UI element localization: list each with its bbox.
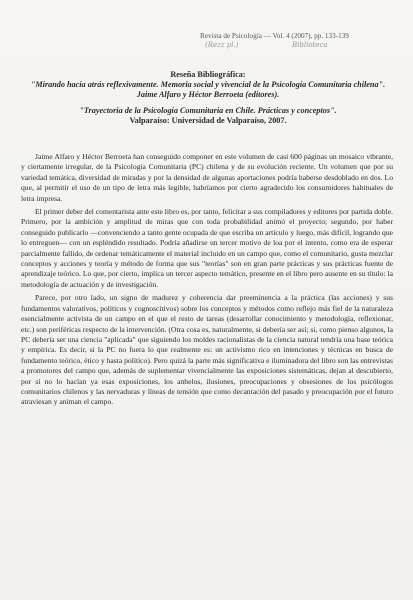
book-subtitle: "Trayectoria de la Psicología Comunitaria en Chile. Prácticas y conceptos".: [79, 105, 337, 115]
journal-header: Revista de Psicología — Vol. 4 (2007), pp. 133-139: [200, 32, 349, 40]
body-paragraph-3: Parece, por otro lado, un signo de madurez y coherencia dar preeminencia a la práctica (las acciones) y sus fundamentos valorativos, políticos y cognoscitivos) sobre los conceptos y métodos como reflejo más fiel de la naturaleza esencialmente activista de un campo en el que el resto de tareas (desarrollar conocimiento y metodología, reflexionar, etc.) son periféricas respecto de la intervención. (Otra cosa es, naturalmente, si debería ser así; si, como pienso algunos, la PC debería ser una ciencia "aplicada" que siguiendo los moldes racionalistas de la ciencia natural tendría una base teórica y empírica. Es decir, si la PC no fuera lo que realmente es: un activismo rico en intenciones y técnicas en busca de fundamento teórico, ético y hasta político). Pero quizá la parte más significativa e iluminadora del libro son las entrevistas a promotores del campo que, además de suplementar vivencialmente las exposiciones sistemáticas, dejan al descubierto, por sí no lo hacían ya esas exposiciones, los anhelos, ilusiones, preocupaciones y obsesiones de los psicólogos comunitarios chilenos y las nervaduras y líneas de tensión que como decantación del pasado y preocupación por el futuro atraviesan y animan el campo.: [21, 293, 393, 407]
book-title: "Mirando hacia atrás reflexivamente. Memoria social y vivencial de la Psicología Comunitaria chilena".: [30, 80, 386, 90]
publisher-line: Valparaíso: Universidad de Valparaíso, 2007.: [129, 115, 287, 125]
book-authors: Jaime Alfaro y Héctor Berroeta (editores).: [136, 90, 280, 100]
body-paragraph-2: El primer deber del comentarista ante este libro es, por tanto, felicitar a sus compiladores y editores por partida doble. Primero, por la ambición y amplitud de miras que con toda probabilidad animó el proyecto; segundo, por haber conseguido publicarlo —convenciendo a tanto gente ocupada de que escriba un artículo y luego, más difícil, logrando que lo entreguen— con un espléndido resultado. Podría añadirse un tercer motivo de loa por el intento, como era de esperar parcialmente fallido, de ordenar temáticamente el material incluido en un campo que, como el comunitario, gusta mezclar conceptos y acciones y teoría y método de forma que sus "teorías" son en gran parte prácticas y sus prácticas fuente de aprendizaje teórico. Lo que, por cierto, implica un tercer aspecto temático, presente en el libro pero ausente en su título: la metodología de actuación y de investigación.: [21, 207, 393, 289]
review-body: [21, 152, 393, 411]
review-heading: Reseña Bibliográfica:: [170, 70, 246, 79]
handwritten-note-left: (Rezz pl.): [205, 41, 239, 49]
handwritten-note-right: Biblioteca: [292, 41, 328, 49]
review-title-block: [22, 70, 394, 126]
body-paragraph-1: Jaime Alfaro y Héctor Berroeta han conseguido componer en este volumen de casi 600 páginas un mosaico vibrante, y ciertamente irregular, de la Psicología Comunitaria (PC) chilena y de su evolución reciente. Un volumen que por su variedad temática, diversidad de miradas y por la densidad de algunas aportaciones podría haberse desdoblado en dos. Lo que, al permitir el uso de un tipo de letra más legible, habríamos por cierto agradecido los consumidores habituales de letra impresa.: [21, 152, 393, 203]
